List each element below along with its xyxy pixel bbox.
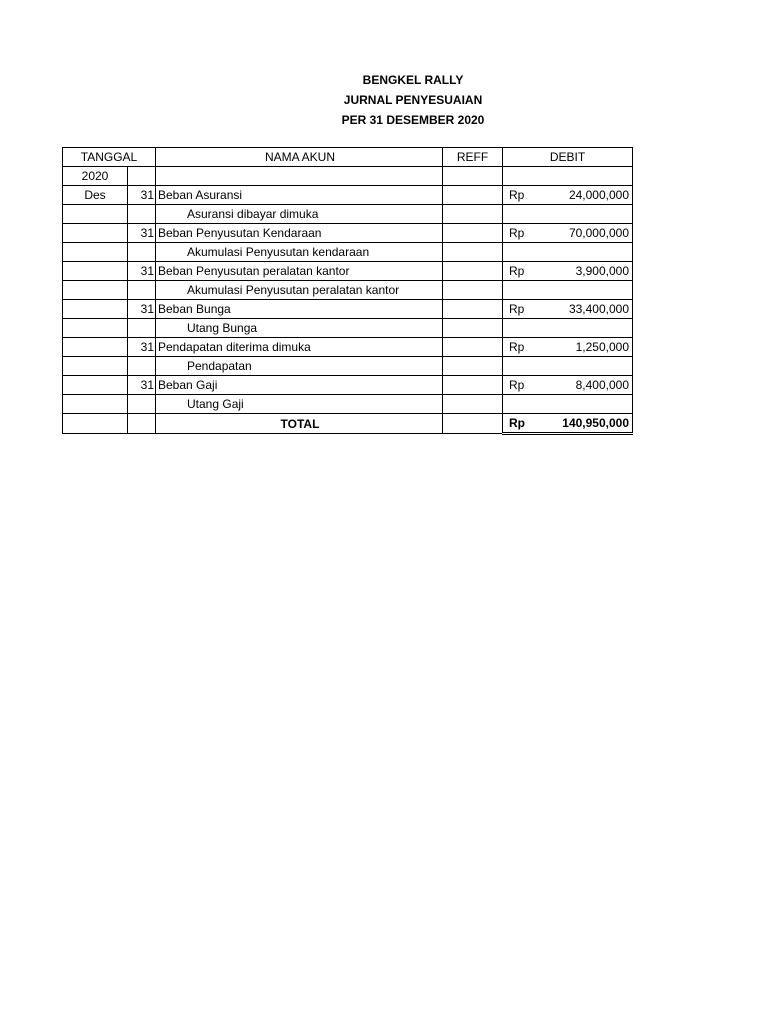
account-name-cell xyxy=(156,300,443,319)
year-cell: 2020 xyxy=(63,167,128,186)
month-cell xyxy=(63,300,128,319)
journal-row xyxy=(63,224,633,243)
debit-cell xyxy=(503,243,633,262)
day-cell xyxy=(128,319,156,338)
debit-cell xyxy=(503,262,633,281)
account-name: Asuransi dibayar dimuka xyxy=(187,207,319,221)
empty-cell xyxy=(128,414,156,434)
journal-rows xyxy=(63,186,633,414)
journal-row xyxy=(63,319,633,338)
reff-cell xyxy=(443,357,503,376)
day-cell: 31 xyxy=(128,186,156,205)
day-cell xyxy=(128,357,156,376)
debit-currency: Rp xyxy=(509,302,525,316)
journal-row xyxy=(63,376,633,395)
reff-cell xyxy=(443,376,503,395)
journal-row xyxy=(63,281,633,300)
journal-row xyxy=(63,205,633,224)
account-name-cell xyxy=(156,262,443,281)
day-cell xyxy=(128,243,156,262)
account-name: Beban Penyusutan Kendaraan xyxy=(158,226,322,240)
header-nama-akun: NAMA AKUN xyxy=(156,148,443,167)
report-name: JURNAL PENYESUAIAN xyxy=(343,93,483,107)
debit-currency: Rp xyxy=(509,188,525,202)
day-cell: 31 xyxy=(128,338,156,357)
month-cell: Des xyxy=(63,186,128,205)
month-cell xyxy=(63,357,128,376)
debit-cell xyxy=(503,319,633,338)
account-name-cell xyxy=(156,281,443,300)
day-cell xyxy=(128,281,156,300)
total-amount: 140,950,000 xyxy=(562,416,629,430)
account-name: Utang Bunga xyxy=(187,321,258,335)
account-name: Beban Bunga xyxy=(158,302,231,316)
journal-row xyxy=(63,338,633,357)
month-cell xyxy=(63,243,128,262)
reff-cell xyxy=(443,243,503,262)
debit-amount: 8,400,000 xyxy=(575,378,629,392)
reff-cell xyxy=(443,186,503,205)
day-cell: 31 xyxy=(128,376,156,395)
reff-cell xyxy=(443,205,503,224)
reff-cell xyxy=(443,300,503,319)
account-name: Pendapatan xyxy=(187,359,252,373)
account-name: Beban Gaji xyxy=(158,378,218,392)
account-name: Akumulasi Penyusutan peralatan kantor xyxy=(187,283,400,297)
journal-row xyxy=(63,262,633,281)
month-cell xyxy=(63,262,128,281)
empty-cell xyxy=(63,414,128,434)
debit-cell xyxy=(503,357,633,376)
month-cell xyxy=(63,319,128,338)
header-tanggal: TANGGAL xyxy=(63,148,156,167)
empty-cell xyxy=(156,167,443,186)
debit-cell xyxy=(503,338,633,357)
debit-cell xyxy=(503,376,633,395)
reff-cell xyxy=(443,338,503,357)
table-header-row xyxy=(63,148,633,167)
empty-cell xyxy=(503,167,633,186)
empty-cell xyxy=(443,414,503,434)
debit-amount: 3,900,000 xyxy=(575,264,629,278)
account-name-cell xyxy=(156,205,443,224)
debit-currency: Rp xyxy=(509,340,525,354)
debit-currency: Rp xyxy=(509,378,525,392)
total-label: TOTAL xyxy=(156,414,443,434)
journal-row xyxy=(63,395,633,414)
month-cell xyxy=(63,395,128,414)
account-name-cell xyxy=(156,186,443,205)
debit-cell xyxy=(503,300,633,319)
account-name: Beban Penyusutan peralatan kantor xyxy=(158,264,350,278)
reff-cell xyxy=(443,281,503,300)
debit-cell xyxy=(503,224,633,243)
adjusting-journal-table xyxy=(62,147,633,435)
account-name: Utang Gaji xyxy=(187,397,244,411)
account-name-cell xyxy=(156,338,443,357)
debit-amount: 33,400,000 xyxy=(568,302,629,316)
debit-currency: Rp xyxy=(509,264,525,278)
month-cell xyxy=(63,338,128,357)
debit-cell xyxy=(503,186,633,205)
debit-amount: 24,000,000 xyxy=(568,188,629,202)
debit-cell xyxy=(503,205,633,224)
total-row xyxy=(63,414,633,434)
debit-cell xyxy=(503,395,633,414)
journal-row xyxy=(63,243,633,262)
account-name-cell xyxy=(156,357,443,376)
account-name: Beban Asuransi xyxy=(158,188,243,202)
month-cell xyxy=(63,281,128,300)
day-cell xyxy=(128,395,156,414)
account-name: Akumulasi Penyusutan kendaraan xyxy=(187,245,370,259)
account-name-cell xyxy=(156,376,443,395)
journal-row xyxy=(63,300,633,319)
month-cell xyxy=(63,376,128,395)
journal-row xyxy=(63,186,633,205)
day-cell xyxy=(128,205,156,224)
account-name-cell xyxy=(156,243,443,262)
header-reff: REFF xyxy=(443,148,503,167)
account-name-cell xyxy=(156,319,443,338)
year-row xyxy=(63,167,633,186)
reff-cell xyxy=(443,224,503,243)
day-cell: 31 xyxy=(128,224,156,243)
month-cell xyxy=(63,224,128,243)
debit-cell xyxy=(503,281,633,300)
month-cell xyxy=(63,205,128,224)
reff-cell xyxy=(443,262,503,281)
account-name-cell xyxy=(156,224,443,243)
debit-amount: 70,000,000 xyxy=(568,226,629,240)
day-cell: 31 xyxy=(128,300,156,319)
header-debit: DEBIT xyxy=(503,148,633,167)
journal-row xyxy=(63,357,633,376)
report-period: PER 31 DESEMBER 2020 xyxy=(341,113,485,127)
company-name: BENGKEL RALLY xyxy=(362,73,464,87)
total-currency: Rp xyxy=(509,416,525,430)
reff-cell xyxy=(443,319,503,338)
total-debit xyxy=(503,414,633,434)
empty-cell xyxy=(128,167,156,186)
debit-amount: 1,250,000 xyxy=(575,340,629,354)
reff-cell xyxy=(443,395,503,414)
report-title-block xyxy=(0,70,768,130)
account-name-cell xyxy=(156,395,443,414)
day-cell: 31 xyxy=(128,262,156,281)
debit-currency: Rp xyxy=(509,226,525,240)
empty-cell xyxy=(443,167,503,186)
account-name: Pendapatan diterima dimuka xyxy=(158,340,311,354)
